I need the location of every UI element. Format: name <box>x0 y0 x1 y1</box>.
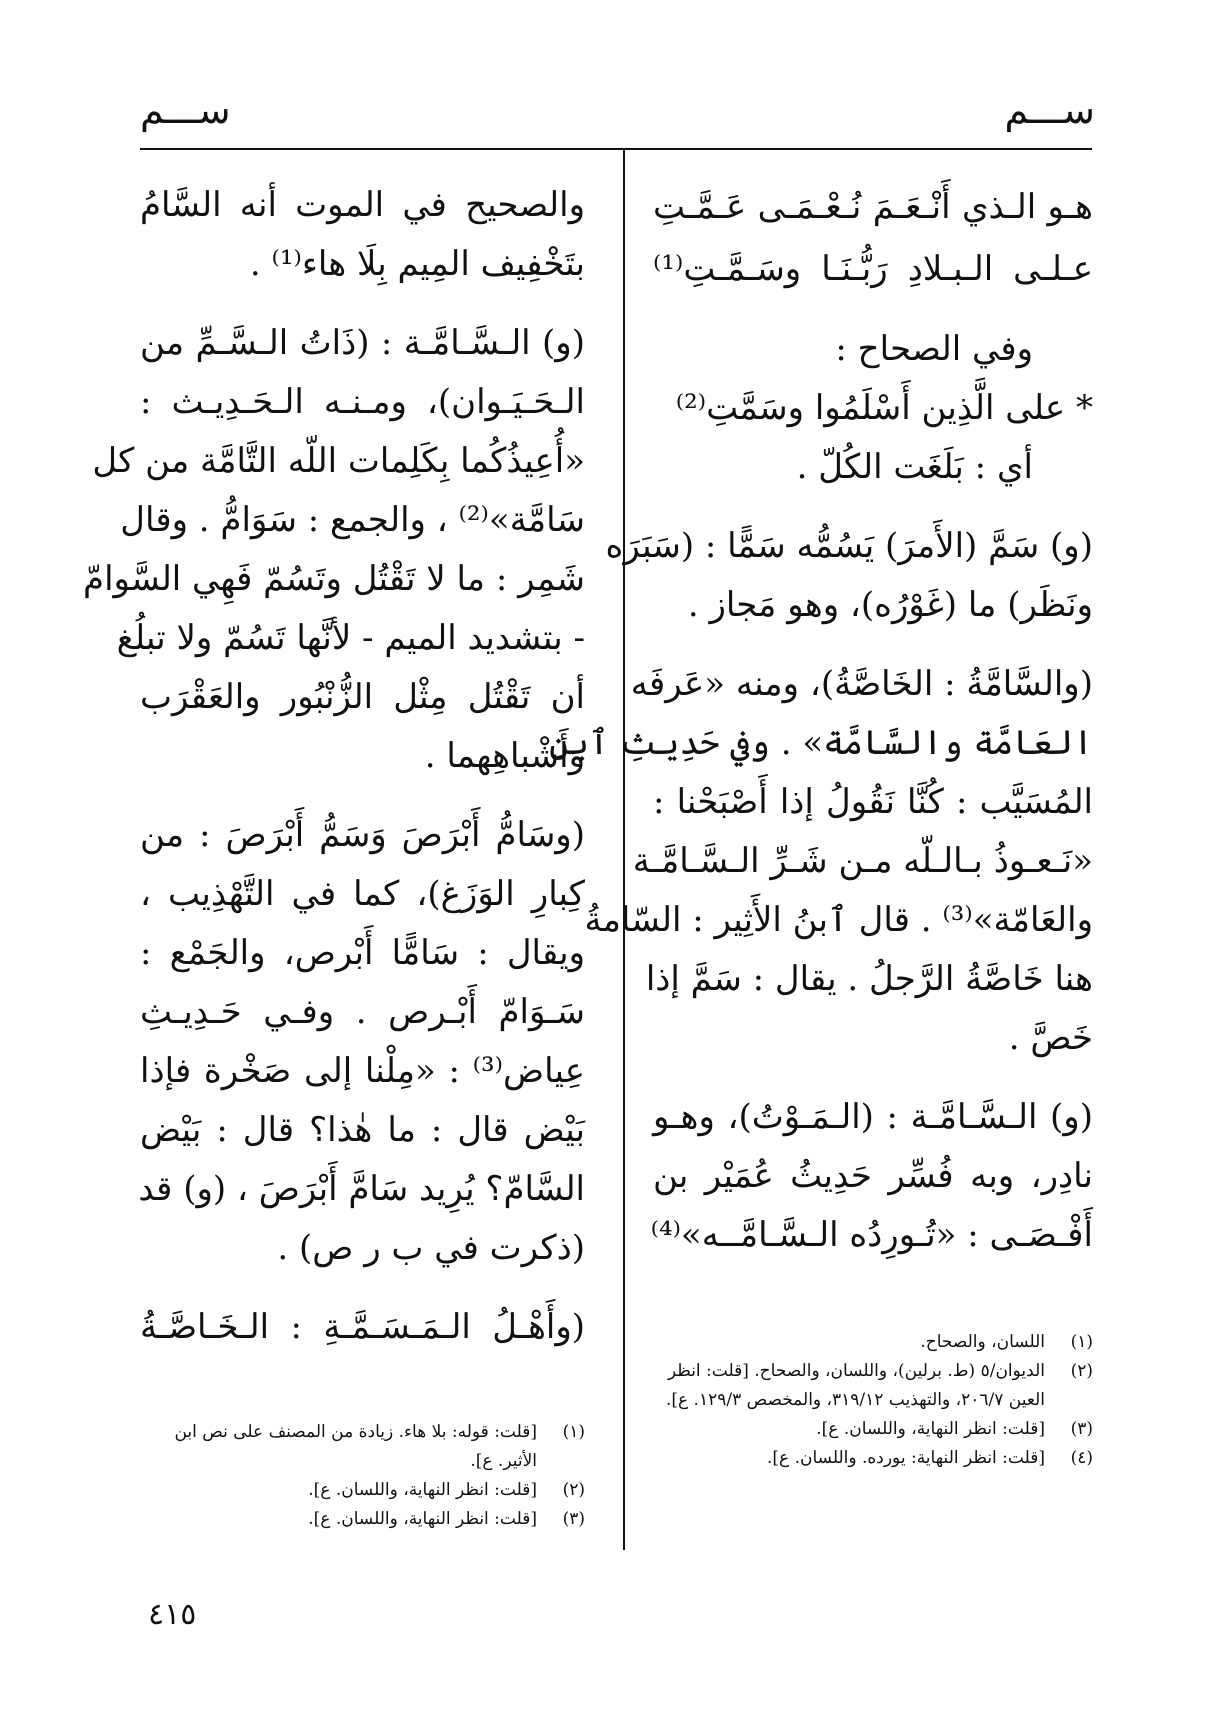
footnote: (٣) [قلت: انظر النهاية، واللسان. ع]. <box>308 1509 585 1529</box>
text-line: كِبارِ الوَزَغ)، كما في التَّهْذِيب ، <box>140 874 585 914</box>
text-line: هنا خَاصَّةُ الرَّجلُ . يقال : سَمَّ إذا <box>645 959 1093 999</box>
text-line: أن تَقْتُل مِثْل الزُّنْبُور والعَقْرَب <box>140 677 585 717</box>
text-line: والعَامّة»⁽³⁾ . قال ٱبنُ الأَثِير : السّامةُ <box>584 900 1093 940</box>
footnote: (١) اللسان، والصحاح. <box>920 1332 1093 1352</box>
text-line: شَمِر : ما لا تَقْتُل وتَسُمّ فَهِي السَّوامّ <box>83 559 585 599</box>
text-line: عِياض⁽³⁾ : «مِلْنا إلى صَخْرة فإذا <box>140 1051 585 1091</box>
right-column <box>549 176 1093 1265</box>
text-line: (والسَّامَّةُ : الخَاصَّةُ)، ومنه «عَرفَه <box>630 664 1093 704</box>
footnote: (٢) [قلت: انظر النهاية، واللسان. ع]. <box>308 1480 585 1500</box>
text-line: نادِر، وبه فُسِّر حَدِيثُ عُمَيْر بن <box>653 1156 1093 1196</box>
text-line: «نَـعـوذُ بـالـلّه مـن شَـرِّ الـسَّـامَّـة <box>632 841 1093 881</box>
footnote: (١) [قلت: قوله: بلا هاء. زيادة من المصنف على نص ابن الأثير. ع]. <box>174 1422 585 1471</box>
text-line: (و) الـسَّـامَّـة : (ذَاتُ الـسَّـمِّ من <box>140 323 585 363</box>
text-line: بتَخْفِيف المِيم بِلَا هاء⁽¹⁾ . <box>249 244 585 284</box>
text-line: وفي الصحاح : <box>835 329 1033 369</box>
text-line: وَأَشْباهِهما . <box>424 736 585 776</box>
text-line: سَامَّة»⁽²⁾ ، والجمع : سَوَامُّ . وقال <box>120 500 585 540</box>
text-line: أي : بَلَغَت الكُلّ . <box>796 447 1033 487</box>
header-rule <box>140 148 1092 150</box>
left-column <box>83 176 585 1357</box>
text-line: خَصَّ . <box>1008 1018 1093 1058</box>
verse-line: هـو الـذي أَنْـعَـمَ نُـعْـمَـى عَـمَّـتِ <box>653 187 1093 227</box>
text-line: ويقال : سَامًّا أَبْرص، والجَمْع : <box>140 933 585 973</box>
right-footnotes <box>653 1328 1093 1473</box>
text-line: «أُعِيذُكُما بِكَلِمات اللّه التَّامَّة من كل <box>92 441 585 481</box>
column-divider <box>623 150 625 1550</box>
text-line: الـحَـيَـوان)، ومـنـه الـحَـدِيـث : <box>140 382 585 422</box>
page-number: ٤١٥ <box>148 1597 197 1632</box>
text-line: والصحيح في الموت أنه السَّامُ <box>140 185 585 225</box>
text-line: (وسَامُّ أَبْرَصَ وَسَمُّ أَبْرَصَ : من <box>140 815 585 855</box>
running-head-left: ســـم <box>140 88 231 132</box>
text-line: * على الَّذِين أَسْلَمُوا وسَمَّتِ⁽²⁾ <box>675 388 1093 428</box>
footnote: (٤) [قلت: انظر النهاية: يورده. واللسان. ع]. <box>767 1448 1093 1468</box>
text-line: - بتشديد الميم - لأنَّها تَسُمّ ولا تبلُغ <box>116 618 585 658</box>
text-line: (و) الـسَّـامَّـة : (الـمَـوْتُ)، وهـو <box>653 1097 1093 1137</box>
text-line: المُسَيَّب : كُنَّا نَقُولُ إذا أَصْبَحْنا : <box>653 782 1093 822</box>
footnote: (٢) الديوان/٥ (ط. برلين)، واللسان، والصحاح. [قلت: انظر العين ٢٠٦/٧، والتهذيب ٣١٩/١٢، والمخصص ١٢٩/٣. ع]. <box>665 1361 1093 1410</box>
verse-line: عـلـى الـبـلادِ رَبُّـنَـا وسَـمَّـتِ⁽¹⁾ <box>653 249 1093 289</box>
text-line: أَفْـصَـى : «تُـورِدُه الـسَّـامَّــه»⁽⁴⁾ <box>650 1215 1093 1255</box>
footnote: (٣) [قلت: انظر النهاية، واللسان. ع]. <box>816 1419 1093 1439</box>
text-line: السَّامّ؟ يُرِيد سَامَّ أَبْرَصَ ، (و) قد <box>138 1169 585 1209</box>
text-line: العَامَّة والسَّامَّة» . وفي حَدِيثِ ٱبنِ <box>549 723 1093 763</box>
text-line: ونَظَر) ما (غَوْرُه)، وهو مَجاز . <box>687 585 1093 625</box>
text-line: (و) سَمَّ (الأَمرَ) يَسُمُّه سَمًّا : (سَبَرَه <box>605 526 1093 566</box>
text-line: (وأَهْـلُ الـمَـسَـمَّـةِ : الـخَـاصَّـةُ <box>140 1307 585 1347</box>
running-head-right: ســـم <box>1004 88 1095 132</box>
text-line: سَـوَامّ أَبْـرص . وفـي حَـدِيـثِ <box>140 992 585 1032</box>
text-line: بَيْض قال : ما هٰذا؟ قال : بَيْض <box>140 1110 585 1150</box>
left-footnotes <box>140 1418 585 1534</box>
text-line: (ذكرت في ب ر ص) . <box>277 1228 585 1268</box>
